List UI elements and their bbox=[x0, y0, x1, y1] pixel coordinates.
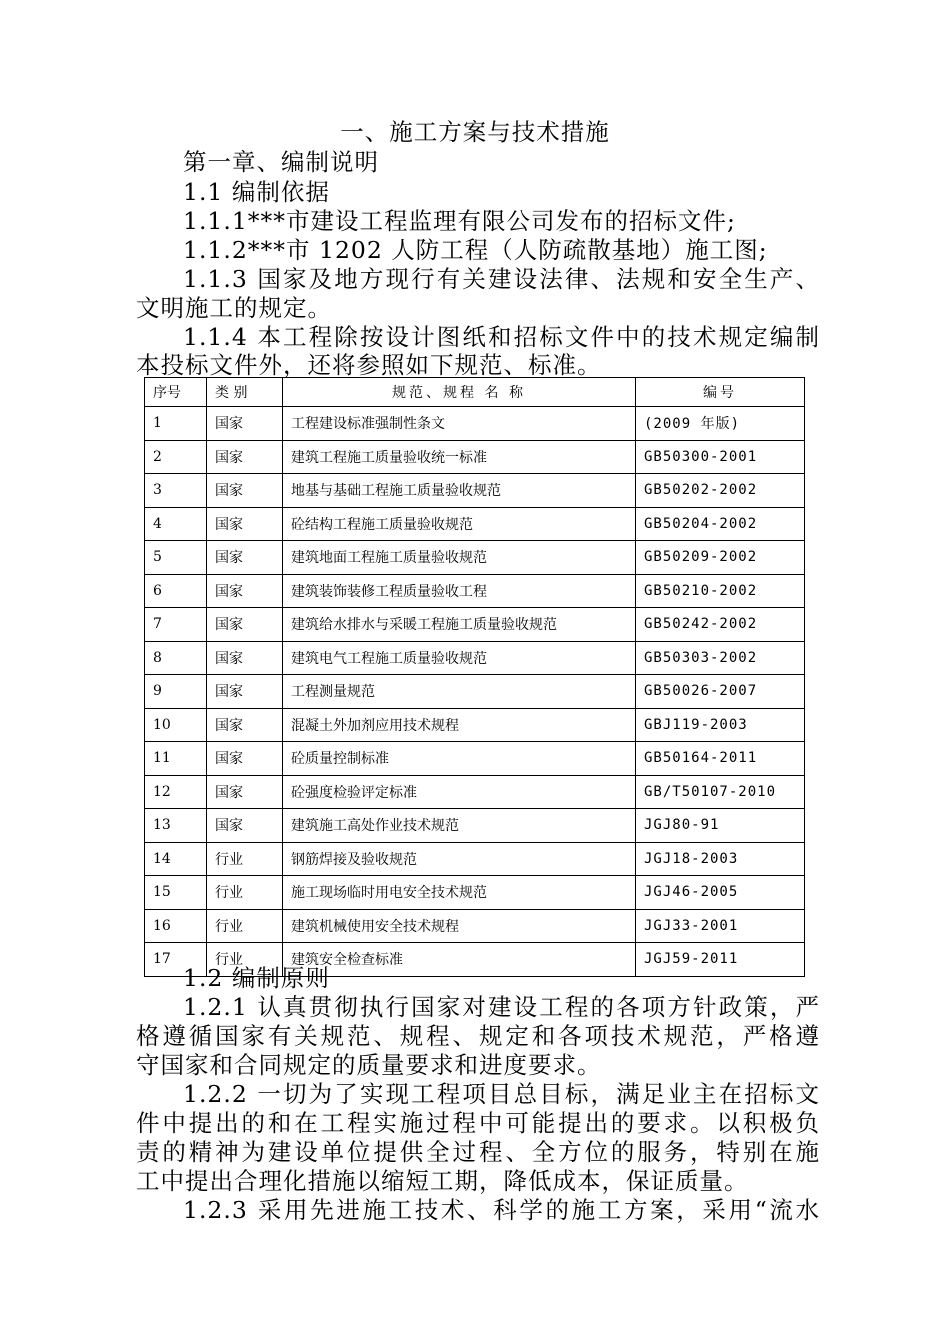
cell-category: 国家 bbox=[207, 742, 283, 776]
table-body bbox=[145, 407, 805, 977]
paragraph-1-1-1: 1.1.1***市建设工程监理有限公司发布的招标文件; bbox=[183, 207, 736, 235]
cell-seq: 9 bbox=[145, 675, 207, 709]
cell-code: GB50202-2002 bbox=[636, 474, 805, 508]
cell-name: 工程建设标准强制性条文 bbox=[283, 407, 636, 441]
cell-name: 砼质量控制标准 bbox=[283, 742, 636, 776]
header-seq: 序号 bbox=[145, 378, 207, 407]
cell-name: 砼结构工程施工质量验收规范 bbox=[283, 507, 636, 541]
subsection-heading-1-2: 1.2 编制原则 bbox=[183, 964, 330, 992]
cell-category: 国家 bbox=[207, 440, 283, 474]
subsection-heading-1-1: 1.1 编制依据 bbox=[183, 178, 330, 206]
header-category: 类 别 bbox=[207, 378, 283, 407]
cell-seq: 1 bbox=[145, 407, 207, 441]
cell-seq: 12 bbox=[145, 775, 207, 809]
cell-seq: 17 bbox=[145, 943, 207, 977]
standards-table bbox=[144, 377, 805, 977]
table-row bbox=[145, 641, 805, 675]
paragraph-1-2-2-line3: 责的精神为建设单位提供全过程、全方位的服务，特别在施 bbox=[136, 1138, 820, 1166]
cell-name: 地基与基础工程施工质量验收规范 bbox=[283, 474, 636, 508]
chapter-heading: 第一章、编制说明 bbox=[183, 148, 379, 176]
cell-code: GB/T50107-2010 bbox=[636, 775, 805, 809]
cell-seq: 10 bbox=[145, 708, 207, 742]
cell-seq: 16 bbox=[145, 909, 207, 943]
cell-code: GB50209-2002 bbox=[636, 541, 805, 575]
table-row bbox=[145, 675, 805, 709]
paragraph-1-2-1-line1: 1.2.1 认真贯彻执行国家对建设工程的各项方针政策，严 bbox=[183, 993, 820, 1021]
paragraph-1-2-1-line2: 格遵循国家有关规范、规程、规定和各项技术规范，严格遵 bbox=[136, 1022, 820, 1050]
table-row bbox=[145, 876, 805, 910]
cell-code: GB50210-2002 bbox=[636, 574, 805, 608]
cell-seq: 4 bbox=[145, 507, 207, 541]
cell-category: 国家 bbox=[207, 708, 283, 742]
cell-category: 行业 bbox=[207, 876, 283, 910]
cell-seq: 7 bbox=[145, 608, 207, 642]
paragraph-1-1-4-line1: 1.1.4 本工程除按设计图纸和招标文件中的技术规定编制 bbox=[183, 323, 820, 351]
cell-category: 国家 bbox=[207, 407, 283, 441]
table-row bbox=[145, 474, 805, 508]
table-row bbox=[145, 574, 805, 608]
cell-seq: 2 bbox=[145, 440, 207, 474]
paragraph-1-2-2-line1: 1.2.2 一切为了实现工程项目总目标，满足业主在招标文 bbox=[183, 1080, 820, 1108]
paragraph-1-1-3-line1: 1.1.3 国家及地方现行有关建设法律、法规和安全生产、 bbox=[183, 265, 820, 293]
paragraph-1-1-2: 1.1.2***市 1202 人防工程（人防疏散基地）施工图; bbox=[183, 236, 768, 264]
table-row bbox=[145, 909, 805, 943]
header-name: 规范、规程 名 称 bbox=[283, 378, 636, 407]
cell-category: 行业 bbox=[207, 842, 283, 876]
cell-code: GB50300-2001 bbox=[636, 440, 805, 474]
cell-name: 建筑安全检查标准 bbox=[283, 943, 636, 977]
cell-seq: 8 bbox=[145, 641, 207, 675]
cell-seq: 14 bbox=[145, 842, 207, 876]
cell-category: 国家 bbox=[207, 775, 283, 809]
cell-seq: 15 bbox=[145, 876, 207, 910]
table-header-row bbox=[145, 378, 805, 407]
cell-category: 国家 bbox=[207, 641, 283, 675]
cell-code: JGJ33-2001 bbox=[636, 909, 805, 943]
cell-code: GB50242-2002 bbox=[636, 608, 805, 642]
header-code: 编号 bbox=[636, 378, 805, 407]
table-row bbox=[145, 608, 805, 642]
table-row bbox=[145, 775, 805, 809]
cell-category: 国家 bbox=[207, 474, 283, 508]
cell-category: 行业 bbox=[207, 943, 283, 977]
table-row bbox=[145, 842, 805, 876]
cell-name: 建筑给水排水与采暖工程施工质量验收规范 bbox=[283, 608, 636, 642]
paragraph-1-2-1-line3: 守国家和合同规定的质量要求和进度要求。 bbox=[136, 1051, 602, 1079]
table-row bbox=[145, 507, 805, 541]
cell-code: GB50026-2007 bbox=[636, 675, 805, 709]
paragraph-1-1-4-line2: 本投标文件外，还将参照如下规范、标准。 bbox=[136, 351, 602, 379]
cell-name: 建筑机械使用安全技术规程 bbox=[283, 909, 636, 943]
cell-category: 国家 bbox=[207, 608, 283, 642]
cell-category: 国家 bbox=[207, 675, 283, 709]
cell-category: 国家 bbox=[207, 541, 283, 575]
cell-name: 建筑施工高处作业技术规范 bbox=[283, 809, 636, 843]
cell-category: 国家 bbox=[207, 809, 283, 843]
cell-category: 行业 bbox=[207, 909, 283, 943]
cell-code: JGJ59-2011 bbox=[636, 943, 805, 977]
table-row bbox=[145, 708, 805, 742]
cell-code: JGJ18-2003 bbox=[636, 842, 805, 876]
cell-code: JGJ46-2005 bbox=[636, 876, 805, 910]
cell-name: 建筑装饰装修工程质量验收工程 bbox=[283, 574, 636, 608]
cell-code: JGJ80-91 bbox=[636, 809, 805, 843]
cell-category: 国家 bbox=[207, 574, 283, 608]
cell-seq: 6 bbox=[145, 574, 207, 608]
paragraph-1-2-3-line1: 1.2.3 采用先进施工技术、科学的施工方案，采用“流水 bbox=[183, 1196, 820, 1224]
table-row bbox=[145, 407, 805, 441]
cell-seq: 11 bbox=[145, 742, 207, 776]
cell-code: GB50204-2002 bbox=[636, 507, 805, 541]
cell-seq: 13 bbox=[145, 809, 207, 843]
cell-name: 建筑工程施工质量验收统一标准 bbox=[283, 440, 636, 474]
table-row bbox=[145, 440, 805, 474]
cell-code: GBJ119-2003 bbox=[636, 708, 805, 742]
table-row bbox=[145, 809, 805, 843]
paragraph-1-1-3-line2: 文明施工的规定。 bbox=[136, 294, 332, 322]
cell-name: 建筑电气工程施工质量验收规范 bbox=[283, 641, 636, 675]
cell-name: 施工现场临时用电安全技术规范 bbox=[283, 876, 636, 910]
table-row bbox=[145, 541, 805, 575]
cell-name: 建筑地面工程施工质量验收规范 bbox=[283, 541, 636, 575]
cell-code: GB50303-2002 bbox=[636, 641, 805, 675]
paragraph-1-2-2-line2: 件中提出的和在工程实施过程中可能提出的要求。以积极负 bbox=[136, 1109, 820, 1137]
cell-code: (2009 年版) bbox=[636, 407, 805, 441]
cell-seq: 5 bbox=[145, 541, 207, 575]
section-title: 一、施工方案与技术措施 bbox=[340, 118, 610, 146]
cell-name: 钢筋焊接及验收规范 bbox=[283, 842, 636, 876]
cell-code: GB50164-2011 bbox=[636, 742, 805, 776]
cell-category: 国家 bbox=[207, 507, 283, 541]
cell-seq: 3 bbox=[145, 474, 207, 508]
paragraph-1-2-2-line4: 工中提出合理化措施以缩短工期，降低成本，保证质量。 bbox=[136, 1167, 749, 1195]
cell-name: 混凝土外加剂应用技术规程 bbox=[283, 708, 636, 742]
table-row bbox=[145, 742, 805, 776]
cell-name: 砼强度检验评定标准 bbox=[283, 775, 636, 809]
cell-name: 工程测量规范 bbox=[283, 675, 636, 709]
